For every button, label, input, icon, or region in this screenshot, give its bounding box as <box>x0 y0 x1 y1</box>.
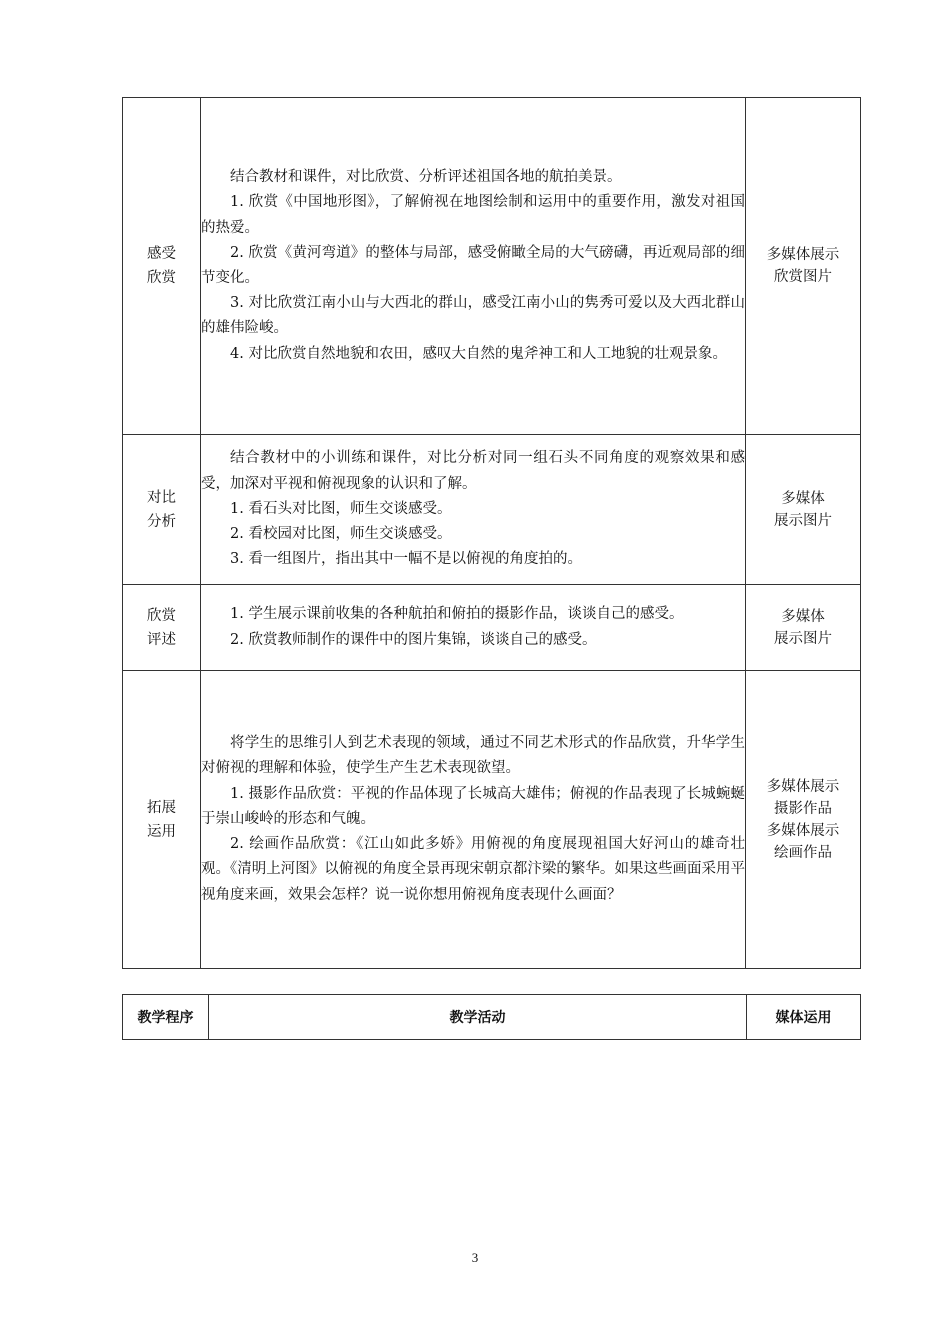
stage-label-line: 欣赏 <box>147 607 176 624</box>
media-line: 多媒体展示 <box>766 247 840 263</box>
media-cell <box>746 671 861 969</box>
activity-paragraph: 1. 看石头对比图，师生交谈感受。 <box>230 500 452 517</box>
lesson-plan-table <box>122 97 861 969</box>
activity-paragraph: 2. 看校园对比图，师生交谈感受。 <box>230 526 452 543</box>
media-line: 多媒体 <box>781 490 825 507</box>
page-number: 3 <box>471 1250 479 1265</box>
table-row <box>123 98 861 435</box>
media-line: 摄影作品 <box>774 800 832 817</box>
activity-cell <box>201 98 746 435</box>
stage-label-line: 欣赏 <box>147 270 176 286</box>
activity-paragraph: 4. 对比欣赏自然地貌和农田，感叹大自然的鬼斧神工和人工地貌的壮观景象。 <box>230 345 727 362</box>
stage-label-line: 对比 <box>147 489 176 506</box>
header-media-usage: 媒体运用 <box>747 995 861 1040</box>
stage-label-cell <box>123 585 201 671</box>
media-cell <box>746 585 861 671</box>
media-cell <box>746 435 861 585</box>
activity-paragraph: 结合教材和课件，对比欣赏、分析评述祖国各地的航拍美景。 <box>230 169 622 186</box>
activity-paragraph: 1. 摄影作品欣赏：平视的作品体现了长城高大雄伟；俯视的作品表现了长城蜿蜒于崇山峻岭的形态和气魄。 <box>201 785 745 827</box>
activity-paragraph: 1. 学生展示课前收集的各种航拍和俯拍的摄影作品，谈谈自己的感受。 <box>230 606 684 623</box>
header-row <box>123 995 861 1040</box>
media-cell <box>746 98 861 435</box>
next-table-header <box>122 994 861 1040</box>
stage-label-cell <box>123 435 201 585</box>
activity-cell <box>201 671 746 969</box>
activity-cell <box>201 435 746 585</box>
stage-label-line: 运用 <box>147 823 176 840</box>
media-line: 多媒体 <box>781 608 825 625</box>
stage-label-line: 分析 <box>147 513 176 530</box>
media-line: 多媒体展示 <box>766 778 840 795</box>
table-row <box>123 435 861 585</box>
table-row <box>123 671 861 969</box>
activity-paragraph: 2. 欣赏《黄河弯道》的整体与局部，感受俯瞰全局的大气磅礴，再近观局部的细节变化。 <box>201 244 745 286</box>
media-line: 欣赏图片 <box>774 269 832 285</box>
table-row <box>123 585 861 671</box>
stage-label-cell <box>123 671 201 969</box>
stage-label-line: 感受 <box>147 246 176 262</box>
media-line: 绘画作品 <box>774 844 832 861</box>
stage-label-cell <box>123 98 201 435</box>
activity-paragraph: 3. 对比欣赏江南小山与大西北的群山，感受江南小山的隽秀可爱以及大西北群山的雄伟险峻。 <box>201 295 745 337</box>
activity-paragraph: 1. 欣赏《中国地形图》，了解俯视在地图绘制和运用中的重要作用，激发对祖国的热爱。 <box>201 194 745 236</box>
activity-paragraph: 2. 绘画作品欣赏：《江山如此多娇》用俯视的角度展现祖国大好河山的雄奇壮观。《清明上河图》以俯视的角度全景再现宋朝京都汴梁的繁华。如果这些画面采用平视角度来画，效果会怎样？说一说你想用俯视角度表现什么画面？ <box>201 836 745 903</box>
stage-label-line: 评述 <box>147 631 176 648</box>
media-line: 展示图片 <box>774 630 832 647</box>
activity-cell <box>201 585 746 671</box>
stage-label-line: 拓展 <box>147 799 176 816</box>
media-line: 展示图片 <box>774 512 832 529</box>
header-teaching-activity: 教学活动 <box>209 995 747 1040</box>
activity-paragraph: 将学生的思维引人到艺术表现的领域，通过不同艺术形式的作品欣赏，升华学生对俯视的理解和体验，使学生产生艺术表现欲望。 <box>201 735 745 777</box>
activity-paragraph: 3. 看一组图片，指出其中一幅不是以俯视的角度拍的。 <box>230 551 582 568</box>
activity-paragraph: 2. 欣赏教师制作的课件中的图片集锦，谈谈自己的感受。 <box>230 631 597 648</box>
header-teaching-procedure: 教学程序 <box>123 995 209 1040</box>
media-line: 多媒体展示 <box>766 822 840 839</box>
activity-paragraph: 结合教材中的小训练和课件，对比分析对同一组石头不同角度的观察效果和感受，加深对平视和俯视现象的认识和了解。 <box>201 450 745 492</box>
